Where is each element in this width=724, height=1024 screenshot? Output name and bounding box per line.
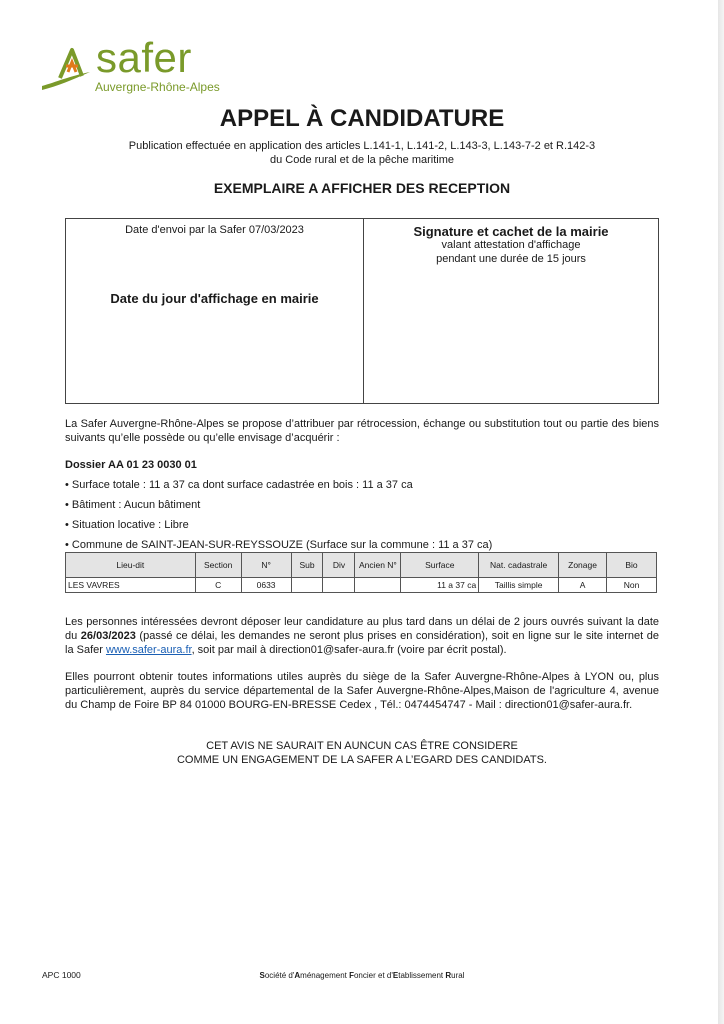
org-initial-e: E (392, 971, 399, 980)
publication-line-2: du Code rural et de la pêche maritime (269, 154, 455, 166)
warning-line-2: COMME UN ENGAGEMENT DE LA SAFER A L’EGARD DES CANDIDATS. (176, 754, 547, 766)
page-title: APPEL À CANDIDATURE (219, 105, 505, 132)
logo-mark-icon (38, 42, 98, 92)
col-zonage: Zonage (559, 553, 607, 578)
cell-sub (291, 578, 323, 593)
bullet-batiment: • Bâtiment : Aucun bâtiment (65, 499, 201, 511)
cell-nat-cadastrale: Taillis simple (479, 578, 559, 593)
cell-ancien-numero (355, 578, 401, 593)
posting-date-label: Date du jour d'affichage en mairie (110, 291, 319, 306)
bullet-situation: • Situation locative : Libre (65, 519, 189, 531)
cell-zonage: A (559, 578, 607, 593)
candidature-paragraph (65, 615, 659, 657)
send-date: Date d'envoi par la Safer 07/03/2023 (125, 224, 304, 236)
page-subtitle: EXEMPLAIRE A AFFICHER DES RECEPTION (213, 180, 511, 196)
candidature-text-1: Les personnes intéressées devront déposer leur candidature au plus tard dans un délai de 2 jours ouvrés suivant la date du (65, 616, 659, 642)
col-lieu-dit: Lieu-dit (66, 553, 196, 578)
safer-website-link[interactable]: www.safer-aura.fr (105, 644, 192, 656)
col-ancien-numero: Ancien N° (355, 553, 401, 578)
candidature-text-3: , soit par mail à direction01@safer-aura.fr (voire par écrit postal). (191, 644, 507, 656)
warning-line-1: CET AVIS NE SAURAIT EN AUNCUN CAS ÊTRE CONSIDERE (206, 740, 518, 752)
publication-line-1: Publication effectuée en application des articles L.141-1, L.141-2, L.143-3, L.143-7-2 et R.142-3 (128, 140, 596, 152)
deadline-date: 26/03/2023 (80, 630, 136, 642)
col-sub: Sub (291, 553, 323, 578)
dossier-number: Dossier AA 01 23 0030 01 (65, 459, 197, 471)
col-numero: N° (241, 553, 291, 578)
org-word-5: ural (451, 971, 465, 980)
org-initial-s: S (259, 971, 265, 980)
col-div: Div (323, 553, 355, 578)
signature-line-2: pendant une durée de 15 jours (436, 253, 586, 265)
col-section: Section (195, 553, 241, 578)
cell-lieu-dit: LES VAVRES (66, 578, 196, 593)
posting-box (65, 218, 659, 404)
cell-section: C (195, 578, 241, 593)
informations-paragraph: Elles pourront obtenir toutes informations utiles auprès du siège de la Safer Auvergne-Rhône-Alpes à LYON ou, plus particulièrement, auprès du service départemental de la Safer Auvergne-Rhône-Alpes,Maison de l'agriculture 4, avenue du Champ de Foire BP 84 01000 BOURG-EN-BRESSE Cedex , Tél.: 0474454747 - Mail : direction01@safer-aura.fr. (65, 671, 659, 711)
cell-numero: 0633 (241, 578, 291, 593)
col-surface: Surface (401, 553, 479, 578)
cell-bio: Non (607, 578, 657, 593)
signature-title: Signature et cachet de la mairie (413, 224, 609, 239)
safer-logo (38, 34, 238, 102)
org-word-3: oncier et d' (353, 971, 393, 980)
col-bio: Bio (607, 553, 657, 578)
document-code: APC 1000 (42, 970, 81, 980)
org-initial-f: F (349, 971, 354, 980)
intro-paragraph: La Safer Auvergne-Rhône-Alpes se propose d’attribuer par rétrocession, échange ou substitution tout ou partie des biens suivants qu’elle possède ou qu’elle envisage d’acquérir : (65, 418, 659, 444)
table-header-row (66, 553, 657, 578)
org-initial-a: A (294, 971, 301, 980)
warning-notice (0, 739, 724, 767)
bullet-surface: • Surface totale : 11 a 37 ca dont surface cadastrée en bois : 11 a 37 ca (65, 479, 413, 491)
cell-div (323, 578, 355, 593)
parcel-table (65, 552, 657, 593)
table-row (66, 578, 657, 593)
logo-word: safer (96, 34, 192, 81)
org-word-4: tablissement (398, 971, 446, 980)
org-word-1: ociété d' (264, 971, 295, 980)
org-word-2: ménagement (300, 971, 350, 980)
col-nat-cadastrale: Nat. cadastrale (479, 553, 559, 578)
bullet-commune: • Commune de SAINT-JEAN-SUR-REYSSOUZE (Surface sur la commune : 11 a 37 ca) (65, 539, 493, 551)
org-initial-r: R (445, 971, 452, 980)
candidature-text-2: (passé ce délai, les demandes ne seront plus prises en considération), soit en ligne sur le site internet de la Safer (65, 630, 659, 656)
signature-line-1: valant attestation d'affichage (441, 239, 581, 251)
publication-text (0, 139, 724, 167)
cell-surface: 11 a 37 ca (401, 578, 479, 593)
logo-region: Auvergne-Rhône-Alpes (95, 80, 220, 94)
organization-name (0, 971, 724, 980)
